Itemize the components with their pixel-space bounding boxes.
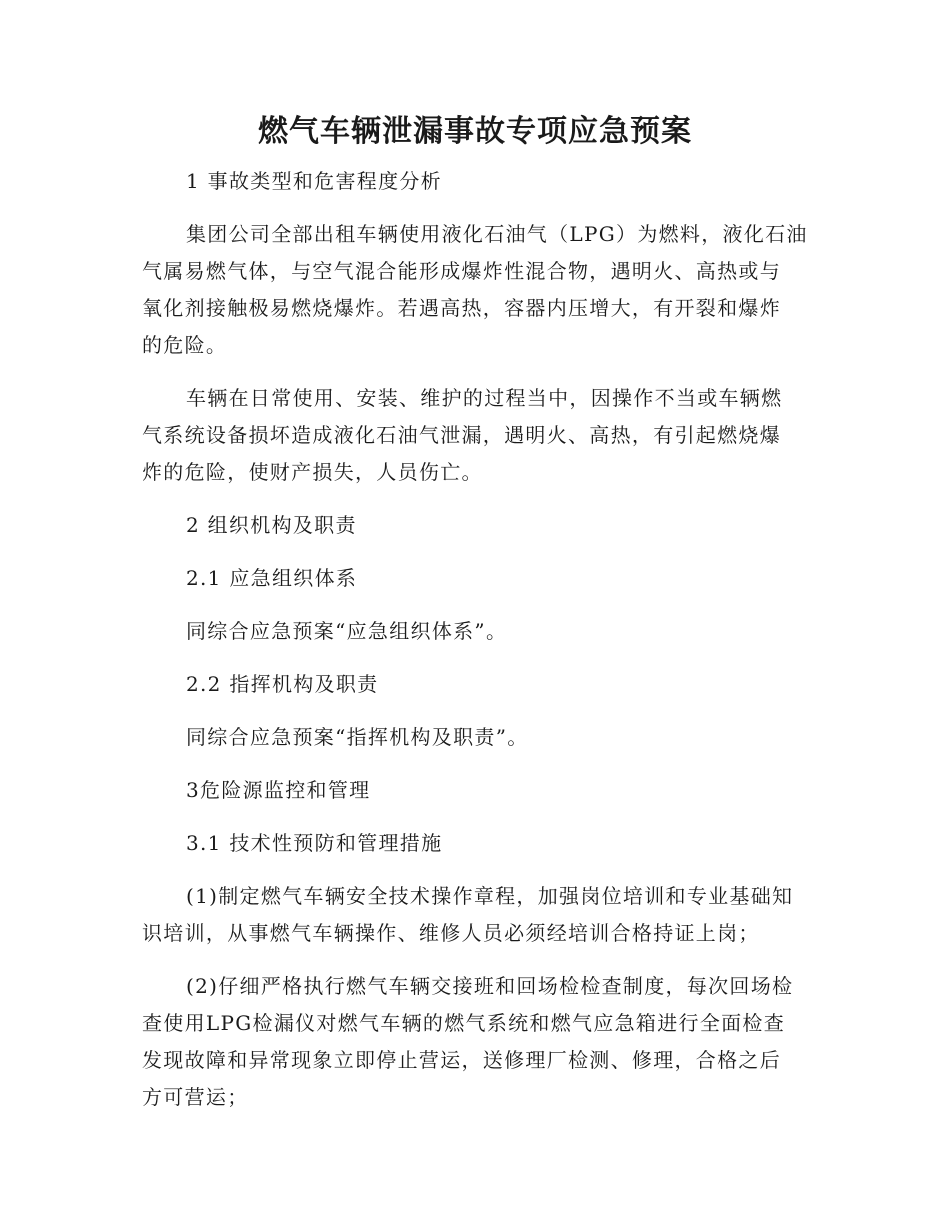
section-heading-2: 2 组织机构及职责	[186, 513, 357, 537]
document-title: 燃气车辆泄漏事故专项应急预案	[258, 114, 692, 149]
paragraph-line: 气属易燃气体，与空气混合能形成爆炸性混合物，遇明火、高热或与	[142, 259, 781, 283]
paragraph-line: 发现故障和异常现象立即停止营运，送修理厂检测、修理，合格之后	[142, 1048, 781, 1072]
subsection-heading-2-2: 2.2 指挥机构及职责	[186, 672, 379, 696]
paragraph-line: 车辆在日常使用、安装、维护的过程当中，因操作不当或车辆燃	[186, 386, 783, 410]
paragraph-line: 识培训，从事燃气车辆操作、维修人员必须经培训合格持证上岗；	[142, 921, 760, 945]
paragraph-line: 的危险。	[142, 333, 228, 357]
paragraph-line: (2)仔细严格执行燃气车辆交接班和回场检检查制度，每次回场检	[186, 974, 794, 998]
subsection-heading-3-1: 3.1 技术性预防和管理措施	[186, 831, 443, 855]
paragraph-line: 炸的危险，使财产损失，人员伤亡。	[142, 460, 483, 484]
paragraph-line: 同综合应急预案“指挥机构及职责”。	[186, 725, 529, 749]
paragraph-line: 同综合应急预案“应急组织体系”。	[186, 619, 508, 643]
paragraph-line: 查使用LPG检漏仪对燃气车辆的燃气系统和燃气应急箱进行全面检查	[142, 1011, 786, 1035]
document-body	[142, 163, 808, 1116]
section-heading-1: 1 事故类型和危害程度分析	[186, 169, 442, 193]
paragraph-line: 气系统设备损坏造成液化石油气泄漏，遇明火、高热，有引起燃烧爆	[142, 423, 781, 447]
paragraph-line: 氧化剂接触极易燃烧爆炸。若遇高热，容器内压增大，有开裂和爆炸	[142, 296, 781, 320]
subsection-heading-2-1: 2.1 应急组织体系	[186, 566, 358, 590]
paragraph-line: (1)制定燃气车辆安全技术操作章程，加强岗位培训和专业基础知	[186, 884, 794, 908]
paragraph-line: 集团公司全部出租车辆使用液化石油气（LPG）为燃料，液化石油	[186, 222, 808, 246]
paragraph-line: 方可营运；	[142, 1085, 249, 1109]
section-heading-3: 3危险源监控和管理	[186, 778, 371, 802]
